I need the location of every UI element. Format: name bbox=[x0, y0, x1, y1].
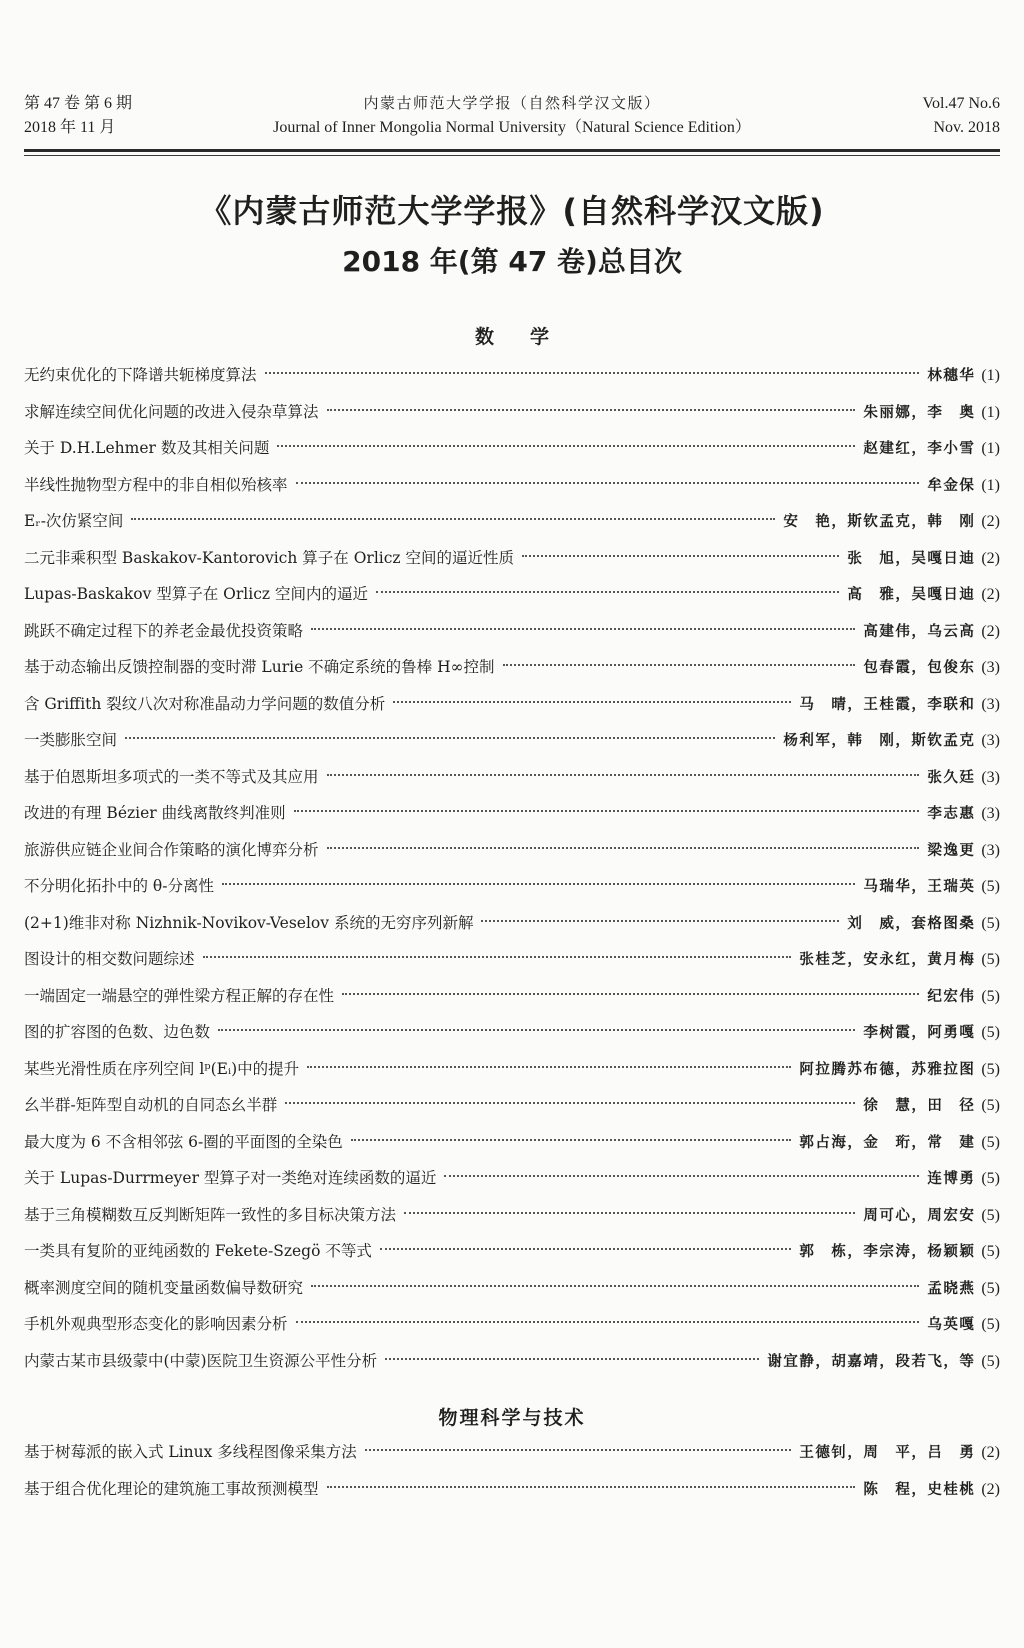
entry-title: 无约束优化的下降谱共轭梯度算法 bbox=[24, 366, 257, 384]
entry-title: 含 Griffith 裂纹八次对称准晶动力学问题的数值分析 bbox=[24, 694, 386, 713]
entry-authors: 高 雅，吴嘎日迪 bbox=[847, 587, 976, 603]
entry-title: 关于 D.H.Lehmer 数及其相关问题 bbox=[24, 439, 270, 457]
entry-issue-number: (5) bbox=[981, 1133, 1000, 1151]
toc-entry bbox=[24, 619, 1000, 656]
dot-leader bbox=[285, 1102, 855, 1104]
dot-leader bbox=[380, 1248, 791, 1250]
dot-leader bbox=[385, 1358, 759, 1360]
entry-authors: 梁逸更 bbox=[927, 842, 976, 859]
dot-leader bbox=[125, 737, 775, 739]
entry-authors: 赵建红，李小雪 bbox=[863, 441, 976, 457]
toc-entry bbox=[24, 1477, 1000, 1514]
dot-leader bbox=[296, 1321, 920, 1323]
entry-title: 内蒙古某市县级蒙中(中蒙)医院卫生资源公平性分析 bbox=[24, 1351, 378, 1370]
entry-authors: 刘 威，套格图桑 bbox=[847, 915, 976, 932]
entry-issue-number: (5) bbox=[981, 1316, 1000, 1333]
dot-leader bbox=[365, 1449, 792, 1451]
entry-title: Lupas-Baskakov 型算子在 Orlicz 空间内的逼近 bbox=[24, 585, 368, 603]
dot-leader bbox=[444, 1175, 919, 1177]
dot-leader bbox=[296, 482, 920, 484]
entry-title: 图的扩容图的色数、边色数 bbox=[24, 1023, 211, 1041]
dot-leader bbox=[218, 1029, 855, 1031]
entry-issue-number: (5) bbox=[981, 1060, 1000, 1078]
entry-title: 半线性抛物型方程中的非自相似殆核率 bbox=[24, 475, 288, 494]
publication-date-en: Nov. 2018 bbox=[933, 119, 1000, 136]
entry-issue-number: (1) bbox=[981, 440, 1000, 457]
entry-authors: 包春霞，包俊东 bbox=[863, 660, 976, 676]
entry-authors: 林穗华 bbox=[927, 368, 976, 384]
dot-leader bbox=[327, 1486, 856, 1488]
dot-leader bbox=[342, 993, 919, 995]
entry-title: 基于伯恩斯坦多项式的一类不等式及其应用 bbox=[24, 767, 319, 786]
dot-leader bbox=[351, 1139, 792, 1141]
entry-issue-number: (5) bbox=[981, 1097, 1000, 1114]
entry-issue-number: (5) bbox=[981, 1024, 1000, 1041]
entry-title: 基于三角模糊数互反判断矩阵一致性的多目标决策方法 bbox=[24, 1205, 397, 1224]
entry-issue-number: (5) bbox=[981, 878, 1000, 895]
dot-leader bbox=[294, 810, 920, 812]
dot-leader bbox=[327, 774, 920, 776]
toc-entry bbox=[24, 509, 1000, 546]
toc-entry bbox=[24, 692, 1000, 729]
entry-title: 关于 Lupas-Durrmeyer 型算子对一类绝对连续函数的逼近 bbox=[24, 1169, 437, 1187]
header-rule-thick bbox=[24, 149, 1000, 152]
entry-authors: 纪宏伟 bbox=[927, 988, 976, 1005]
toc-entry bbox=[24, 473, 1000, 510]
entry-issue-number: (2) bbox=[981, 1444, 1000, 1461]
entry-title: 基于动态输出反馈控制器的变时滞 Lurie 不确定系统的鲁棒 H∞控制 bbox=[24, 658, 495, 676]
dot-leader bbox=[522, 555, 839, 557]
entry-issue-number: (3) bbox=[981, 841, 1000, 859]
entry-authors: 牟金保 bbox=[927, 477, 976, 494]
dot-leader bbox=[327, 847, 920, 849]
dot-leader bbox=[481, 920, 839, 922]
entry-authors: 孟晓燕 bbox=[927, 1280, 976, 1297]
toc-entry bbox=[24, 400, 1000, 437]
dot-leader bbox=[376, 591, 839, 593]
entry-issue-number: (5) bbox=[981, 914, 1000, 932]
section-heading-math: 数学 bbox=[474, 326, 585, 348]
entry-authors: 周可心，周宏安 bbox=[863, 1207, 976, 1224]
dot-leader bbox=[277, 445, 855, 447]
entry-title: 一端固定一端悬空的弹性梁方程正解的存在性 bbox=[24, 986, 335, 1005]
section-heading-physics: 物理科学与技术 bbox=[438, 1407, 586, 1429]
entry-issue-number: (3) bbox=[981, 732, 1000, 749]
entry-issue-number: (5) bbox=[981, 1243, 1000, 1260]
toc-entry bbox=[24, 1130, 1000, 1167]
toc-entry bbox=[24, 728, 1000, 765]
toc-entry bbox=[24, 363, 1000, 400]
entry-title: 一类具有复阶的亚纯函数的 Fekete-Szegö 不等式 bbox=[24, 1242, 372, 1260]
entry-authors: 马瑞华，王瑞英 bbox=[863, 879, 976, 895]
entry-authors: 李志惠 bbox=[927, 806, 976, 822]
entry-authors: 朱丽娜，李 奥 bbox=[863, 404, 976, 421]
publication-date: 2018 年 11 月 bbox=[24, 119, 116, 136]
entry-authors: 徐 慧，田 径 bbox=[863, 1098, 976, 1114]
entry-issue-number: (1) bbox=[981, 476, 1000, 494]
page-title: 《内蒙古师范大学学报》(自然科学汉文版) bbox=[199, 192, 825, 230]
entry-issue-number: (2) bbox=[981, 549, 1000, 567]
entry-authors: 安 艳，斯钦孟克，韩 刚 bbox=[783, 514, 976, 530]
toc-entry bbox=[24, 582, 1000, 619]
page-header bbox=[24, 92, 1000, 148]
toc-entry bbox=[24, 1349, 1000, 1386]
entry-authors: 张桂芝，安永红，黄月梅 bbox=[799, 952, 976, 968]
entry-title: 图设计的相交数问题综述 bbox=[24, 950, 195, 968]
journal-name-en: Journal of Inner Mongolia Normal University（Natural Science Edition） bbox=[273, 119, 751, 136]
volume-issue-en: Vol.47 No.6 bbox=[922, 95, 1000, 112]
dot-leader bbox=[311, 628, 855, 630]
header-right bbox=[923, 92, 1001, 140]
entry-title: 基于树莓派的嵌入式 Linux 多线程图像采集方法 bbox=[24, 1443, 357, 1461]
entry-title: 二元非乘积型 Baskakov-Kantorovich 算子在 Orlicz 空间的逼近性质 bbox=[24, 548, 515, 567]
entry-authors: 乌英嘎 bbox=[927, 1317, 976, 1333]
dot-leader bbox=[311, 1285, 919, 1287]
toc-entry bbox=[24, 984, 1000, 1021]
entry-authors: 张 旭，吴嘎日迪 bbox=[847, 550, 976, 567]
entry-title: 手机外观典型形态变化的影响因素分析 bbox=[24, 1315, 288, 1333]
entry-title: 最大度为 6 不含相邻弦 6-圈的平面图的全染色 bbox=[24, 1132, 343, 1151]
entry-title: 概率测度空间的随机变量函数偏导数研究 bbox=[24, 1278, 304, 1297]
entry-issue-number: (5) bbox=[981, 987, 1000, 1005]
entry-authors: 郭占海，金 珩，常 建 bbox=[799, 1134, 976, 1151]
toc-entry bbox=[24, 801, 1000, 838]
toc-entry bbox=[24, 1276, 1000, 1313]
toc-entry bbox=[24, 1057, 1000, 1094]
entry-authors: 王德钊，周 平，吕 勇 bbox=[799, 1445, 976, 1461]
entry-authors: 张久廷 bbox=[927, 769, 976, 786]
entry-title: Eᵣ-次仿紧空间 bbox=[24, 512, 124, 530]
entry-issue-number: (5) bbox=[981, 951, 1000, 968]
toc-entry bbox=[24, 1239, 1000, 1276]
journal-name-cn: 内蒙古师范大学学报（自然科学汉文版） bbox=[363, 96, 661, 112]
toc-entry bbox=[24, 1020, 1000, 1057]
entry-title: 跳跃不确定过程下的养老金最优投资策略 bbox=[24, 621, 304, 640]
entry-issue-number: (5) bbox=[981, 1279, 1000, 1297]
dot-leader bbox=[131, 518, 775, 520]
dot-leader bbox=[503, 664, 856, 666]
entry-issue-number: (2) bbox=[981, 1480, 1000, 1498]
dot-leader bbox=[327, 409, 856, 411]
entry-authors: 李树霞，阿勇嘎 bbox=[863, 1025, 976, 1041]
entry-authors: 杨利军，韩 刚，斯钦孟克 bbox=[783, 733, 976, 749]
entry-authors: 高建伟，乌云高 bbox=[863, 623, 976, 640]
entry-authors: 连博勇 bbox=[927, 1171, 976, 1187]
dot-leader bbox=[404, 1212, 855, 1214]
header-center bbox=[24, 92, 1000, 140]
toc-entry bbox=[24, 546, 1000, 583]
dot-leader bbox=[393, 701, 791, 703]
entry-title: 一类膨胀空间 bbox=[24, 731, 118, 749]
entry-issue-number: (5) bbox=[981, 1170, 1000, 1187]
entry-title: 改进的有理 Bézier 曲线离散终判准则 bbox=[24, 804, 286, 822]
toc-entry bbox=[24, 436, 1000, 473]
entry-issue-number: (2) bbox=[981, 586, 1000, 603]
toc-entry bbox=[24, 947, 1000, 984]
entry-title: 某些光滑性质在序列空间 lᵖ(Eᵢ)中的提升 bbox=[24, 1059, 300, 1078]
entry-title: (2+1)维非对称 Nizhnik-Novikov-Veselov 系统的无穷序列新解 bbox=[24, 913, 474, 932]
entry-issue-number: (5) bbox=[981, 1352, 1000, 1370]
entry-issue-number: (3) bbox=[981, 695, 1000, 713]
entry-issue-number: (1) bbox=[981, 403, 1000, 421]
toc-entry bbox=[24, 1166, 1000, 1203]
toc-entry bbox=[24, 874, 1000, 911]
entry-issue-number: (3) bbox=[981, 659, 1000, 676]
entry-title: 幺半群-矩阵型自动机的自同态幺半群 bbox=[24, 1096, 278, 1114]
entry-issue-number: (5) bbox=[981, 1206, 1000, 1224]
entry-authors: 阿拉腾苏布德，苏雅拉图 bbox=[799, 1061, 976, 1078]
toc-entry bbox=[24, 911, 1000, 948]
entry-title: 旅游供应链企业间合作策略的演化博弈分析 bbox=[24, 840, 319, 859]
entry-issue-number: (3) bbox=[981, 805, 1000, 822]
entry-title: 不分明化拓扑中的 θ-分离性 bbox=[24, 877, 214, 895]
entry-issue-number: (3) bbox=[981, 768, 1000, 786]
dot-leader bbox=[222, 883, 855, 885]
entry-authors: 陈 程，史桂桃 bbox=[863, 1481, 976, 1498]
header-rule-thin bbox=[24, 155, 1000, 156]
toc-entry bbox=[24, 1093, 1000, 1130]
toc-entry bbox=[24, 655, 1000, 692]
entry-issue-number: (1) bbox=[981, 367, 1000, 384]
toc-entry bbox=[24, 1203, 1000, 1240]
toc-entry bbox=[24, 838, 1000, 875]
dot-leader bbox=[265, 372, 920, 374]
toc-entry bbox=[24, 1312, 1000, 1349]
toc-list-math bbox=[24, 363, 1000, 1385]
volume-issue: 第 47 卷 第 6 期 bbox=[24, 95, 133, 112]
entry-authors: 马 晴，王桂霞，李联和 bbox=[799, 696, 976, 713]
toc-list-physics bbox=[24, 1440, 1000, 1513]
entry-authors: 郭 栋，李宗涛，杨颖颖 bbox=[799, 1244, 976, 1260]
entry-title: 求解连续空间优化问题的改进入侵杂草算法 bbox=[24, 402, 319, 421]
entry-title: 基于组合优化理论的建筑施工事故预测模型 bbox=[24, 1479, 319, 1498]
entry-authors: 谢宜静，胡嘉靖，段若飞，等 bbox=[767, 1353, 976, 1370]
dot-leader bbox=[203, 956, 792, 958]
entry-issue-number: (2) bbox=[981, 513, 1000, 530]
dot-leader bbox=[307, 1066, 791, 1068]
entry-issue-number: (2) bbox=[981, 622, 1000, 640]
toc-entry bbox=[24, 1440, 1000, 1477]
toc-entry bbox=[24, 765, 1000, 802]
page-subtitle: 2018 年(第 47 卷)总目次 bbox=[342, 245, 682, 278]
